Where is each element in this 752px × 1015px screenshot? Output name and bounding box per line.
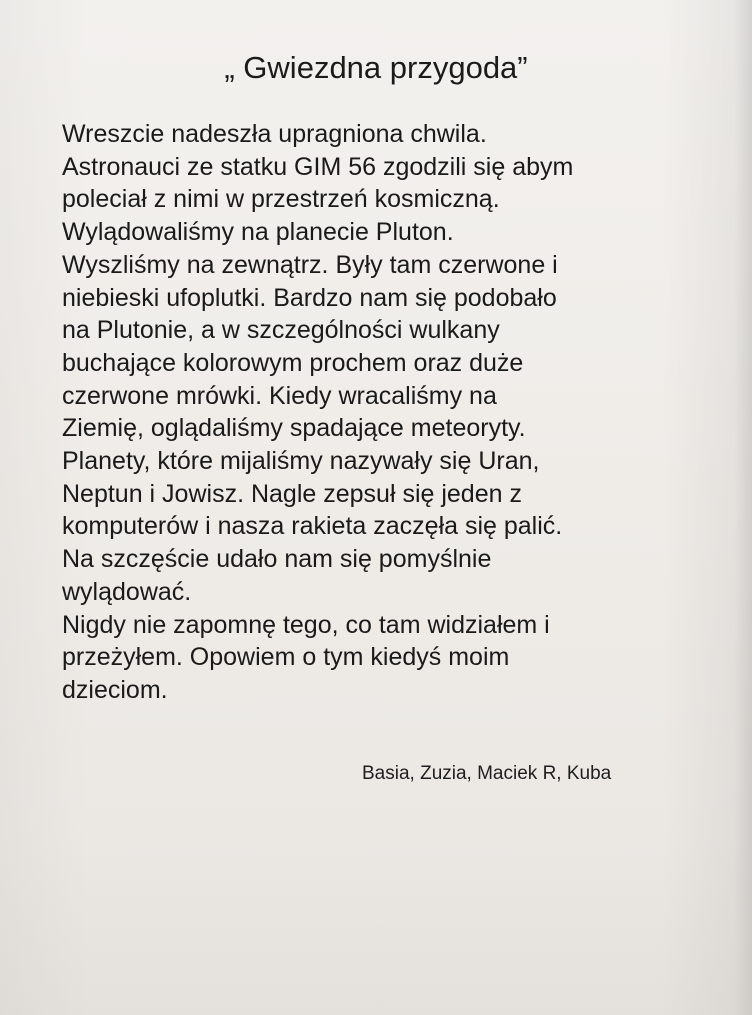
story-line: Planety, które mijaliśmy nazywały się Uran, (62, 447, 540, 476)
story-line: Wylądowaliśmy na planecie Pluton. (62, 218, 454, 247)
story-line: Neptun i Jowisz. Nagle zepsuł się jeden z (62, 479, 522, 508)
story-line: czerwone mrówki. Kiedy wracaliśmy na (62, 381, 497, 410)
story-line: buchające kolorowym prochem oraz duże (62, 348, 524, 377)
story-line: przeżyłem. Opowiem o tym kiedyś moim (62, 643, 510, 672)
author-signature: Basia, Zuzia, Maciek R, Kuba (362, 763, 612, 784)
story-line: Nigdy nie zapomnę tego, co tam widziałem i (62, 610, 550, 639)
story-line: Na szczęście udało nam się pomyślnie (62, 545, 492, 574)
story-line: Wyszliśmy na zewnątrz. Były tam czerwone i (62, 250, 558, 279)
story-line: Astronauci ze statku GIM 56 zgodzili się abym (62, 152, 574, 181)
story-line: wylądować. (62, 577, 192, 606)
story-line: dzieciom. (62, 675, 168, 704)
story-line: komputerów i nasza rakieta zaczęła się palić. (62, 512, 563, 541)
story-line: poleciał z nimi w przestrzeń kosmiczną. (62, 185, 500, 214)
story-line: Wreszcie nadeszła upragniona chwila. (62, 120, 487, 148)
paper-shading (0, 835, 752, 1015)
story-line: na Plutonie, a w szczególności wulkany (62, 316, 500, 345)
story-title: „ Gwiezdna przygoda” (224, 50, 528, 85)
story-body (62, 118, 702, 707)
story-line: niebieski ufoplutki. Bardzo nam się podobało (62, 283, 557, 312)
story-line: Ziemię, oglądaliśmy spadające meteoryty. (62, 414, 526, 443)
